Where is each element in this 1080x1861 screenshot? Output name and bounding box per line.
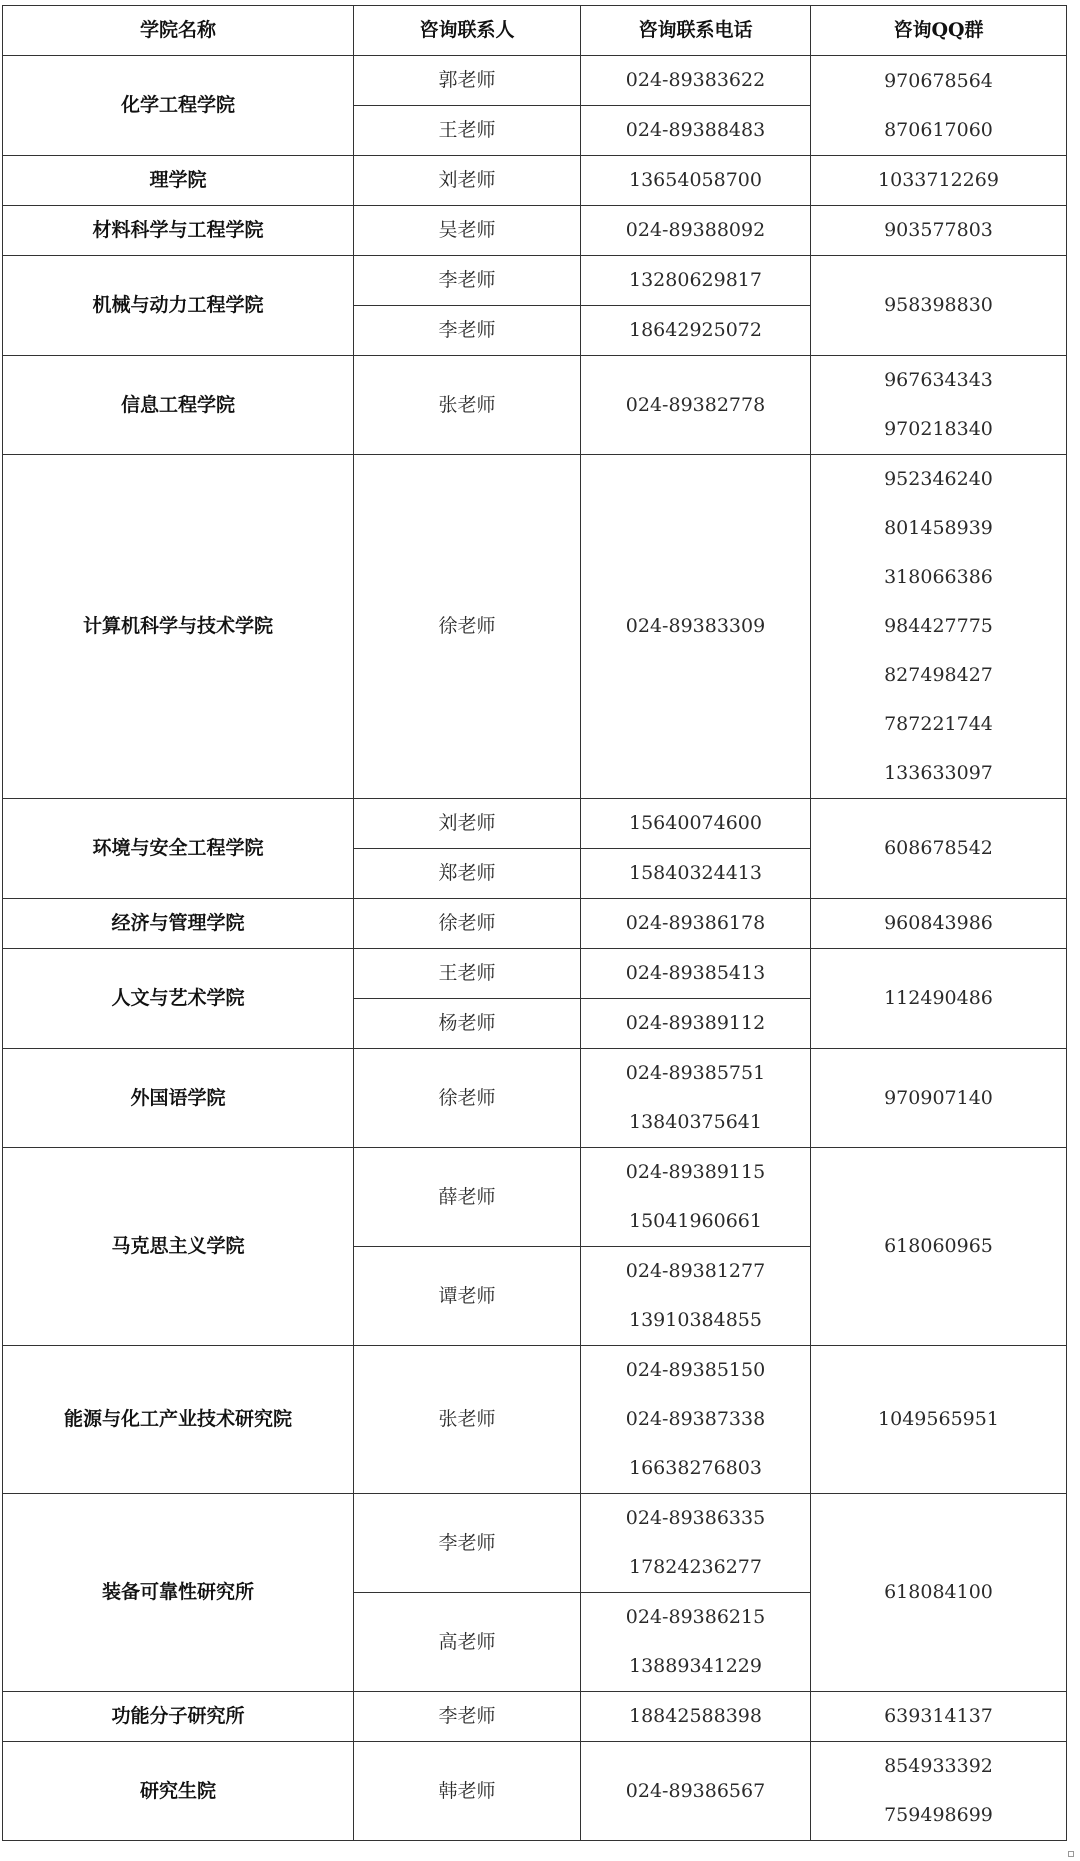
college-name-cell: 功能分子研究所 [3, 1692, 354, 1742]
header-college: 学院名称 [3, 6, 354, 56]
table-row [3, 156, 1067, 206]
contact-phone-cell [581, 106, 811, 156]
qq-group-number: 759498699 [884, 1804, 993, 1826]
table-row [3, 1494, 1067, 1593]
college-name-cell: 机械与动力工程学院 [3, 256, 354, 356]
qq-group-number: 801458939 [884, 517, 993, 539]
qq-group-number: 970907140 [884, 1086, 993, 1109]
phone-number: 13889341229 [629, 1655, 762, 1677]
phone-number: 024-89389115 [625, 1161, 766, 1183]
qq-group-number: 787221744 [884, 713, 993, 735]
qq-group-cell [811, 1049, 1067, 1148]
contact-person-cell: 薛老师 [354, 1148, 581, 1247]
qq-group-number: 608678542 [884, 837, 993, 859]
table-row [3, 899, 1067, 949]
table-row [3, 1692, 1067, 1742]
phone-number: 024-89388483 [625, 119, 766, 141]
qq-group-number: 133633097 [884, 762, 993, 784]
qq-group-number: 960843986 [884, 912, 993, 934]
college-name-cell: 外国语学院 [3, 1049, 354, 1148]
contact-person-cell: 徐老师 [354, 899, 581, 949]
phone-number: 024-89382778 [625, 393, 766, 416]
qq-group-number: 1033712269 [878, 169, 999, 191]
qq-group-number: 618060965 [884, 1235, 993, 1257]
qq-group-number: 967634343 [884, 369, 993, 391]
phone-number: 15840324413 [629, 862, 762, 884]
contact-phone-cell [581, 849, 811, 899]
qq-group-number: 952346240 [884, 468, 993, 490]
contact-person-cell: 吴老师 [354, 206, 581, 256]
phone-number: 024-89383309 [625, 615, 766, 637]
phone-number: 024-89389112 [625, 1012, 766, 1034]
phone-number: 024-89385413 [625, 962, 766, 984]
contact-person-cell: 李老师 [354, 306, 581, 356]
contact-phone-cell [581, 899, 811, 949]
contact-person-cell: 高老师 [354, 1593, 581, 1692]
contact-person-cell: 郑老师 [354, 849, 581, 899]
contact-person-cell: 谭老师 [354, 1247, 581, 1346]
header-row [3, 6, 1067, 56]
phone-number: 024-89386215 [625, 1606, 766, 1628]
page-corner-mark [1068, 1851, 1074, 1857]
qq-group-number: 1049565951 [878, 1408, 999, 1430]
phone-number: 18642925072 [629, 319, 762, 341]
qq-group-number: 984427775 [884, 615, 993, 637]
qq-group-cell [811, 1742, 1067, 1841]
qq-group-cell [811, 356, 1067, 455]
table-header [3, 6, 1067, 56]
phone-number: 15041960661 [629, 1210, 762, 1232]
contact-phone-cell [581, 455, 811, 799]
college-name-cell: 马克思主义学院 [3, 1148, 354, 1346]
qq-group-number: 970678564 [884, 69, 993, 92]
phone-number: 13910384855 [629, 1309, 762, 1331]
contact-phone-cell [581, 999, 811, 1049]
contact-person-cell: 李老师 [354, 1494, 581, 1593]
qq-group-cell [811, 899, 1067, 949]
contact-person-cell: 刘老师 [354, 799, 581, 849]
table-body [3, 56, 1067, 1841]
contact-person-cell: 韩老师 [354, 1742, 581, 1841]
phone-number: 024-89386178 [625, 912, 766, 934]
college-name-cell: 化学工程学院 [3, 56, 354, 156]
contact-phone-cell [581, 1742, 811, 1841]
contact-phone-cell [581, 206, 811, 256]
qq-group-cell [811, 206, 1067, 256]
header-phone: 咨询联系电话 [581, 6, 811, 56]
contact-person-cell: 李老师 [354, 1692, 581, 1742]
contact-phone-cell [581, 56, 811, 106]
phone-number: 024-89385751 [625, 1062, 766, 1084]
contact-person-cell: 张老师 [354, 1346, 581, 1494]
header-person: 咨询联系人 [354, 6, 581, 56]
qq-group-cell [811, 1346, 1067, 1494]
table-row [3, 56, 1067, 106]
table-row [3, 1346, 1067, 1494]
contact-person-cell: 杨老师 [354, 999, 581, 1049]
contact-phone-cell [581, 1049, 811, 1148]
qq-group-number: 854933392 [884, 1755, 993, 1777]
table-row [3, 206, 1067, 256]
qq-group-cell [811, 949, 1067, 1049]
contact-person-cell: 王老师 [354, 106, 581, 156]
contact-phone-cell [581, 1494, 811, 1593]
qq-group-number: 970218340 [884, 418, 993, 440]
contact-phone-cell [581, 1593, 811, 1692]
qq-group-number: 639314137 [884, 1705, 993, 1727]
college-name-cell: 计算机科学与技术学院 [3, 455, 354, 799]
contact-phone-cell [581, 1148, 811, 1247]
qq-group-number: 618084100 [884, 1581, 993, 1603]
contact-phone-cell [581, 156, 811, 206]
table-row [3, 455, 1067, 799]
contact-person-cell: 徐老师 [354, 1049, 581, 1148]
table-row [3, 1049, 1067, 1148]
phone-number: 024-89381277 [625, 1260, 766, 1282]
table-row [3, 799, 1067, 849]
college-name-cell: 理学院 [3, 156, 354, 206]
table-row [3, 356, 1067, 455]
qq-group-number: 958398830 [884, 294, 993, 316]
table-row [3, 1742, 1067, 1841]
phone-number: 16638276803 [629, 1457, 762, 1479]
contact-phone-cell [581, 949, 811, 999]
phone-number: 024-89387338 [625, 1408, 766, 1430]
phone-number: 17824236277 [629, 1556, 762, 1578]
qq-group-cell [811, 1494, 1067, 1692]
qq-group-number: 318066386 [884, 566, 993, 588]
phone-number: 024-89388092 [625, 219, 766, 241]
college-name-cell: 经济与管理学院 [3, 899, 354, 949]
qq-group-cell [811, 256, 1067, 356]
qq-group-cell [811, 799, 1067, 899]
qq-group-number: 112490486 [884, 987, 993, 1009]
phone-number: 024-89386335 [625, 1507, 766, 1529]
contact-person-cell: 李老师 [354, 256, 581, 306]
contact-phone-cell [581, 356, 811, 455]
phone-number: 13280629817 [629, 269, 762, 291]
contact-table [2, 5, 1067, 1841]
qq-group-cell [811, 1692, 1067, 1742]
table-row [3, 256, 1067, 306]
phone-number: 024-89385150 [625, 1359, 766, 1381]
qq-group-cell [811, 1148, 1067, 1346]
phone-number: 13654058700 [629, 169, 762, 191]
college-name-cell: 装备可靠性研究所 [3, 1494, 354, 1692]
phone-number: 13840375641 [629, 1111, 762, 1133]
qq-group-cell [811, 156, 1067, 206]
college-name-cell: 研究生院 [3, 1742, 354, 1841]
contact-phone-cell [581, 1346, 811, 1494]
contact-phone-cell [581, 1247, 811, 1346]
contact-person-cell: 徐老师 [354, 455, 581, 799]
qq-group-number: 903577803 [884, 219, 993, 241]
contact-person-cell: 王老师 [354, 949, 581, 999]
phone-number: 024-89383622 [625, 69, 766, 91]
college-name-cell: 信息工程学院 [3, 356, 354, 455]
college-name-cell: 环境与安全工程学院 [3, 799, 354, 899]
college-name-cell: 能源与化工产业技术研究院 [3, 1346, 354, 1494]
phone-number: 024-89386567 [625, 1779, 766, 1802]
contact-person-cell: 张老师 [354, 356, 581, 455]
college-name-cell: 材料科学与工程学院 [3, 206, 354, 256]
table-row [3, 1148, 1067, 1247]
qq-group-cell [811, 455, 1067, 799]
contact-person-cell: 郭老师 [354, 56, 581, 106]
contact-person-cell: 刘老师 [354, 156, 581, 206]
qq-group-number: 870617060 [884, 118, 993, 141]
qq-group-cell [811, 56, 1067, 156]
contact-phone-cell [581, 799, 811, 849]
phone-number: 18842588398 [629, 1705, 762, 1727]
contact-phone-cell [581, 1692, 811, 1742]
contact-phone-cell [581, 306, 811, 356]
college-name-cell: 人文与艺术学院 [3, 949, 354, 1049]
phone-number: 15640074600 [629, 812, 762, 834]
qq-group-number: 827498427 [884, 664, 993, 686]
table-row [3, 949, 1067, 999]
header-qq: 咨询QQ群 [811, 6, 1067, 56]
contact-phone-cell [581, 256, 811, 306]
